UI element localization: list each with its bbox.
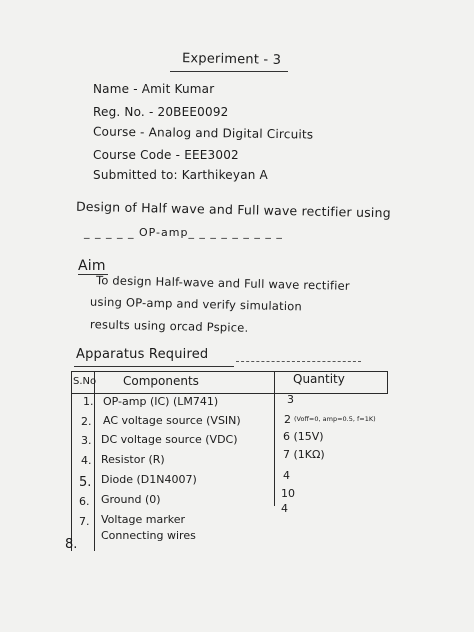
row-5-component: Diode (D1N4007) — [101, 473, 197, 486]
row-2-component: AC voltage source (VSIN) — [103, 414, 241, 427]
row-1-sno: 1. — [83, 395, 94, 408]
row-3-sno: 3. — [81, 434, 92, 447]
row-4-component: Resistor (R) — [101, 453, 165, 466]
row-5-sno: 5. — [79, 475, 92, 490]
table-header-divider — [71, 393, 388, 394]
aim-line-3: results using orcad Pspice. — [89, 317, 249, 335]
row-8-component: Connecting wires — [101, 529, 196, 542]
header-components: Components — [123, 374, 199, 388]
row-6-quantity: 10 — [281, 487, 295, 500]
row-4-quantity: 7 (1KΩ) — [283, 448, 325, 461]
course-name: Course - Analog and Digital Circuits — [92, 124, 314, 142]
header-sno: S.No — [73, 376, 97, 387]
aim-label: Aim — [78, 258, 106, 274]
row-3-component: DC voltage source (VDC) — [101, 433, 238, 446]
aim-line-2: using OP-amp and verify simulation — [89, 294, 303, 314]
registration-number: Reg. No. - 20BEE0092 — [93, 105, 229, 119]
experiment-heading-continued: _ _ _ _ _ OP-amp_ _ _ _ _ _ _ _ _ — [84, 226, 283, 239]
row-1-quantity: 3 — [287, 393, 294, 406]
title-underline — [170, 71, 288, 72]
experiment-heading: Design of Half wave and Full wave rectifier using — [75, 198, 391, 221]
sno-column-divider — [94, 371, 95, 551]
quantity-column-divider — [274, 371, 275, 506]
row-3-quantity: 6 (15V) — [283, 430, 324, 443]
apparatus-underline — [74, 366, 234, 367]
row-1-component: OP-amp (IC) (LM741) — [103, 395, 219, 408]
apparatus-table — [65, 371, 388, 552]
experiment-title: Experiment - 3 — [181, 51, 282, 68]
dashed-separator — [236, 361, 361, 362]
table-right-border — [387, 371, 388, 393]
row-2-quantity-note: (Voff=0, amp=0.5, f=1K) — [294, 415, 376, 423]
course-code: Course Code - EEE3002 — [93, 148, 239, 162]
row-6-component: Ground (0) — [101, 493, 161, 506]
apparatus-label: Apparatus Required — [76, 347, 209, 362]
row-2-quantity: 2 — [284, 413, 291, 426]
row-6-sno: 6. — [79, 495, 90, 508]
submitted-to: Submitted to: Karthikeyan A — [93, 168, 268, 182]
row-4-sno: 4. — [81, 454, 92, 467]
student-name: Name - Amit Kumar — [93, 82, 215, 96]
row-7-component: Voltage marker — [101, 513, 186, 526]
header-quantity: Quantity — [293, 372, 345, 386]
table-left-border — [71, 371, 72, 551]
row-8-sno: 8. — [65, 537, 78, 552]
row-7-quantity: 4 — [281, 502, 288, 515]
row-7-sno: 7. — [79, 515, 90, 528]
row-5-quantity: 4 — [283, 469, 290, 482]
row-2-sno: 2. — [81, 415, 92, 428]
aim-line-1: To design Half-wave and Full wave rectifier — [95, 273, 350, 293]
